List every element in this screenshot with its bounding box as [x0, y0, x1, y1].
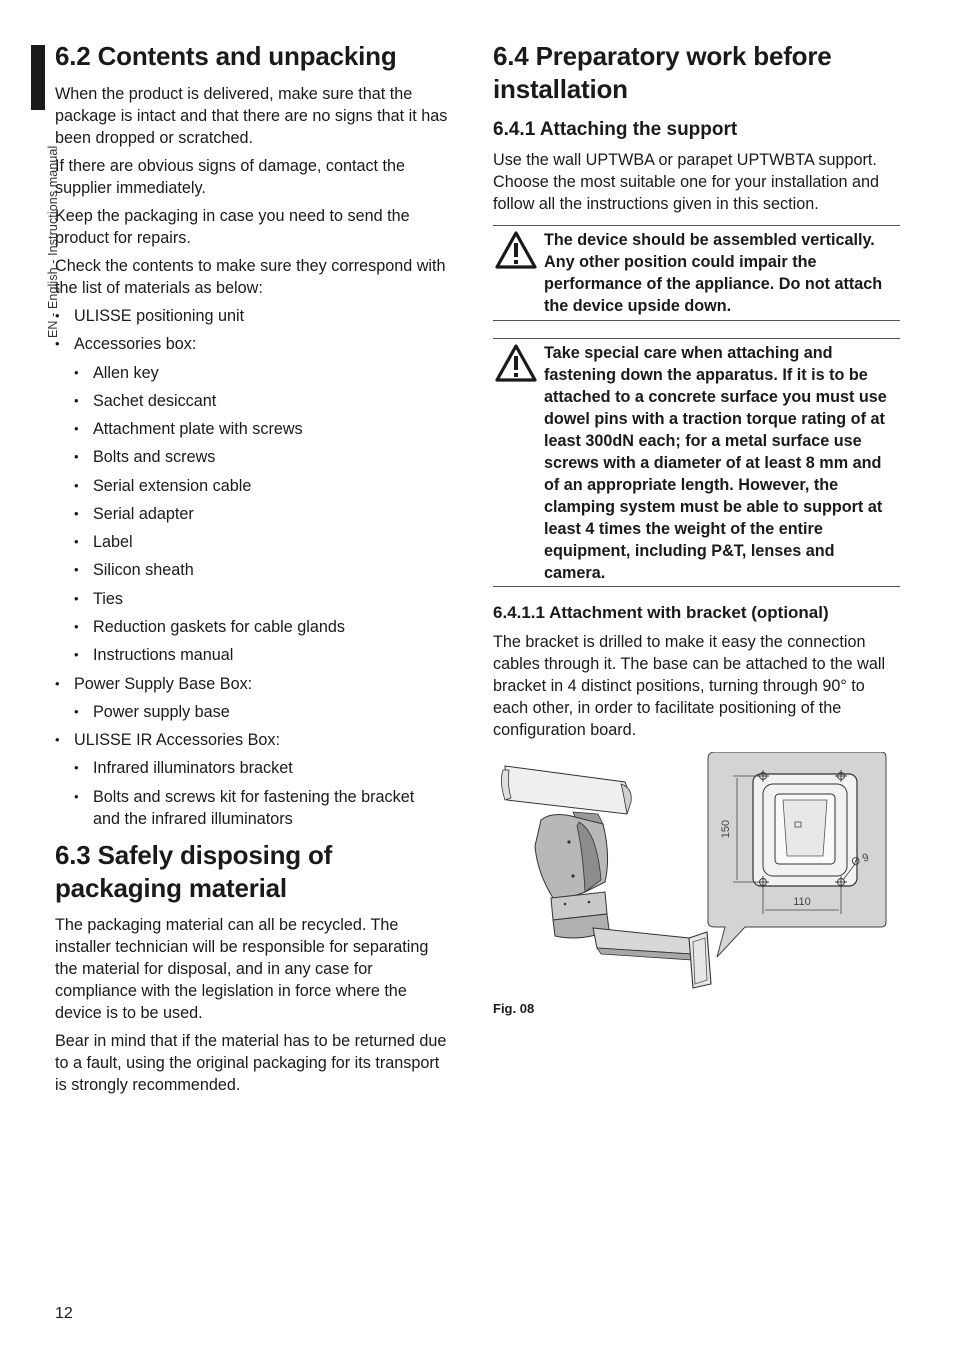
list-item: • ULISSE positioning unit: [74, 305, 244, 327]
section-6-4-title: 6.4 Preparatory work before installation: [493, 41, 832, 104]
warning-text: Take special care when attaching and fastening down the apparatus. If it is to be attached to a concrete surface you must use dowel pins with a traction torque rating of at least 300dN each; for a metal surface use screws with a diameter of at least 8 mm and of an appropriate length. However, the clamping system must be able to support at least 4 times the weight of the entire equipment, including P&T, lenses and camera.: [544, 344, 887, 582]
dimension-height-label: 150: [720, 819, 732, 839]
section-6-4-1-1-title: 6.4.1.1 Attachment with bracket (optional): [493, 603, 829, 622]
figure-caption: Fig. 08: [493, 1001, 535, 1016]
paragraph: If there are obvious signs of damage, contact the supplier immediately.: [55, 157, 406, 197]
sidebar-manual-label: EN - English - Instructions manual: [46, 145, 60, 338]
camera-illustration: [501, 766, 711, 988]
paragraph: Bear in mind that if the material has to be returned due to a fault, using the original packaging for its transport is strongly recommended.: [55, 1032, 447, 1094]
paragraph: When the product is delivered, make sure that the package is intact and that there are no signs that it has been dropped or scratched.: [55, 85, 448, 147]
list-item: • Serial extension cable: [93, 475, 251, 497]
paragraph: The bracket is drilled to make it easy the connection cables through it. The base can be attached to the wall bracket in 4 distinct positions, turning through 90° to each other, in order to facilitate positioning of the configuration board.: [493, 633, 886, 739]
list-item: • Infrared illuminators bracket: [93, 757, 293, 779]
list-item: • Bolts and screws kit for fastening the bracket and the infrared illuminators: [93, 786, 443, 830]
paragraph: The packaging material can all be recycled. The installer technician will be responsible for separating the material for disposal, and in any case for compliance with the legislation in force where the device is to be used.: [55, 916, 429, 1022]
dimension-width-label: 110: [793, 896, 811, 908]
list-item: • Reduction gaskets for cable glands: [93, 616, 345, 638]
list-item: • Ties: [93, 588, 123, 610]
bracket-mounting-figure: [493, 752, 888, 992]
section-6-4-1-title: 6.4.1 Attaching the support: [493, 119, 738, 140]
list-item: • Attachment plate with screws: [93, 418, 303, 440]
list-item: • Label: [93, 531, 133, 553]
section-6-2-title: 6.2 Contents and unpacking: [55, 41, 397, 71]
paragraph: Use the wall UPTWBA or parapet UPTWBTA support. Choose the most suitable one for your installation and follow all the instructions given in this section.: [493, 151, 880, 213]
list-item: • Accessories box:: [74, 333, 196, 355]
list-item: • Power Supply Base Box:: [74, 673, 252, 695]
warning-box: [493, 225, 900, 321]
warning-triangle-icon: [494, 343, 538, 383]
page-number: 12: [55, 1305, 73, 1322]
list-item: • Instructions manual: [93, 644, 233, 666]
paragraph: Keep the packaging in case you need to send the product for repairs.: [55, 207, 410, 247]
list-item: • Allen key: [93, 362, 159, 384]
warning-box: [493, 338, 900, 587]
list-item: • ULISSE IR Accessories Box:: [74, 729, 280, 751]
sidebar-marker-bar: [31, 45, 45, 110]
list-item: • Silicon sheath: [93, 559, 194, 581]
dimension-hole-label: Ø 9: [849, 851, 871, 869]
list-item: • Power supply base: [93, 701, 230, 723]
warning-triangle-icon: [494, 230, 538, 270]
list-item: • Bolts and screws: [93, 446, 215, 468]
section-6-3-title: 6.3 Safely disposing of packaging material: [55, 840, 333, 903]
warning-text: The device should be assembled vertically. Any other position could impair the performance of the appliance. Do not attach the device upside down.: [544, 231, 883, 315]
list-item: • Sachet desiccant: [93, 390, 216, 412]
paragraph: Check the contents to make sure they correspond with the list of materials as below:: [55, 257, 446, 297]
list-item: • Serial adapter: [93, 503, 194, 525]
